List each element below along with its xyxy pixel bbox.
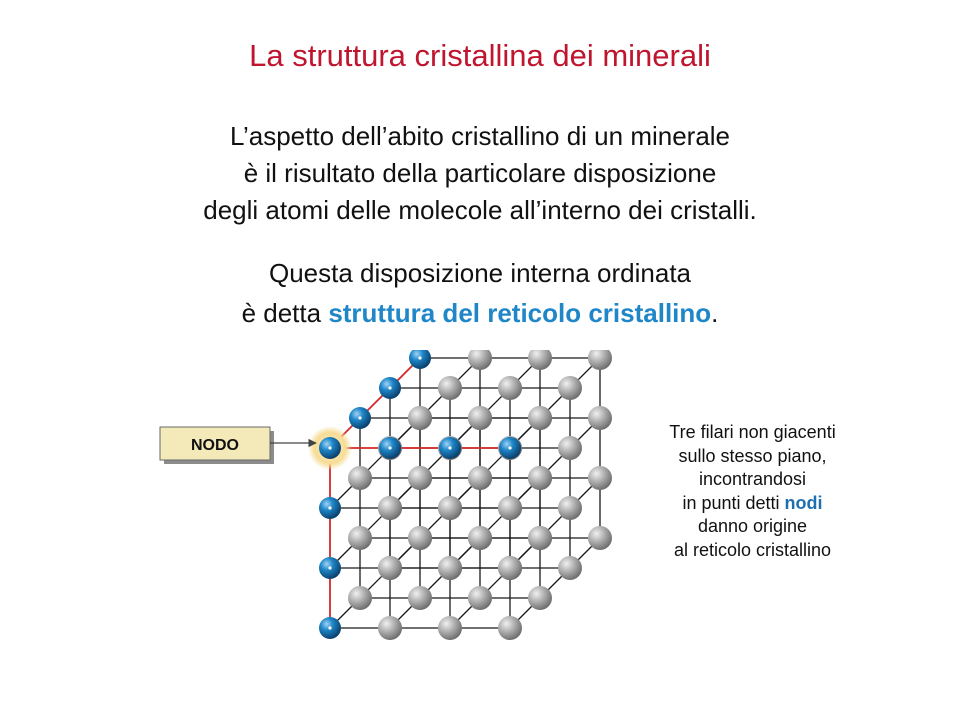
lattice-atom bbox=[378, 556, 402, 580]
definition-suffix: . bbox=[711, 298, 719, 328]
lattice-atom bbox=[528, 466, 552, 490]
lattice-atom bbox=[498, 616, 522, 640]
lattice-atom bbox=[348, 586, 372, 610]
node-center-dot bbox=[328, 626, 331, 629]
definition-paragraph bbox=[0, 253, 960, 333]
definition-term: struttura del reticolo cristallino bbox=[328, 298, 712, 328]
lattice-atom bbox=[468, 586, 492, 610]
side-note bbox=[630, 421, 875, 562]
side-note-line-6: al reticolo cristallino bbox=[673, 539, 832, 560]
intro-line-2: è il risultato della particolare disposizione bbox=[243, 158, 717, 188]
node-label-text: NODO bbox=[191, 437, 239, 454]
lattice-atom bbox=[408, 466, 432, 490]
side-note-line-5: danno origine bbox=[697, 516, 808, 536]
lattice-atom bbox=[348, 526, 372, 550]
lattice-atom bbox=[378, 616, 402, 640]
node-center-dot bbox=[508, 446, 511, 449]
page-title: La struttura cristallina dei minerali bbox=[249, 38, 711, 73]
lattice-atom bbox=[588, 526, 612, 550]
lattice-atom bbox=[468, 526, 492, 550]
node-center-dot bbox=[328, 446, 331, 449]
lattice-atom bbox=[438, 496, 462, 520]
side-note-line-4 bbox=[630, 492, 875, 516]
intro-paragraph bbox=[0, 118, 960, 229]
intro-line-3: degli atomi delle molecole all’interno dei cristalli. bbox=[203, 195, 757, 225]
lattice-atom bbox=[498, 376, 522, 400]
lattice-atom bbox=[558, 376, 582, 400]
lattice-atom bbox=[408, 586, 432, 610]
lattice-atom bbox=[468, 466, 492, 490]
lattice-atom bbox=[528, 526, 552, 550]
node-center-dot bbox=[418, 356, 421, 359]
side-note-prefix: in punti detti bbox=[682, 492, 785, 513]
definition-line-2 bbox=[0, 293, 960, 333]
lattice-atom bbox=[558, 496, 582, 520]
node-label-box bbox=[160, 427, 316, 464]
lattice-atom bbox=[588, 466, 612, 490]
side-note-line-3: incontrandosi bbox=[698, 469, 807, 489]
lattice-atom bbox=[348, 466, 372, 490]
node-center-dot bbox=[388, 386, 391, 389]
lattice-atom bbox=[498, 496, 522, 520]
intro-line-1: L’aspetto dell’abito cristallino di un minerale bbox=[229, 121, 731, 151]
definition-line-1: Questa disposizione interna ordinata bbox=[268, 258, 692, 288]
lattice-lines bbox=[330, 358, 600, 628]
node-center-dot bbox=[448, 446, 451, 449]
lattice-atom bbox=[528, 586, 552, 610]
node-center-dot bbox=[358, 416, 361, 419]
lattice-atom bbox=[438, 376, 462, 400]
lattice-atom bbox=[408, 406, 432, 430]
lattice-atom bbox=[468, 406, 492, 430]
lattice-atoms bbox=[308, 350, 612, 640]
node-center-dot bbox=[328, 506, 331, 509]
side-note-line-1: Tre filari non giacenti bbox=[669, 422, 836, 442]
definition-prefix: è detta bbox=[241, 298, 329, 328]
side-note-line-2: sullo stesso piano, bbox=[678, 445, 827, 466]
lattice-atom bbox=[528, 406, 552, 430]
lattice-atom bbox=[378, 496, 402, 520]
side-note-term: nodi bbox=[784, 492, 823, 513]
lattice-atom bbox=[558, 436, 582, 460]
lattice-atom bbox=[438, 556, 462, 580]
lattice-atom bbox=[588, 406, 612, 430]
lattice-atom bbox=[498, 556, 522, 580]
node-center-dot bbox=[388, 446, 391, 449]
lattice-atom bbox=[408, 526, 432, 550]
node-center-dot bbox=[328, 566, 331, 569]
lattice-atom bbox=[438, 616, 462, 640]
lattice-atom bbox=[558, 556, 582, 580]
